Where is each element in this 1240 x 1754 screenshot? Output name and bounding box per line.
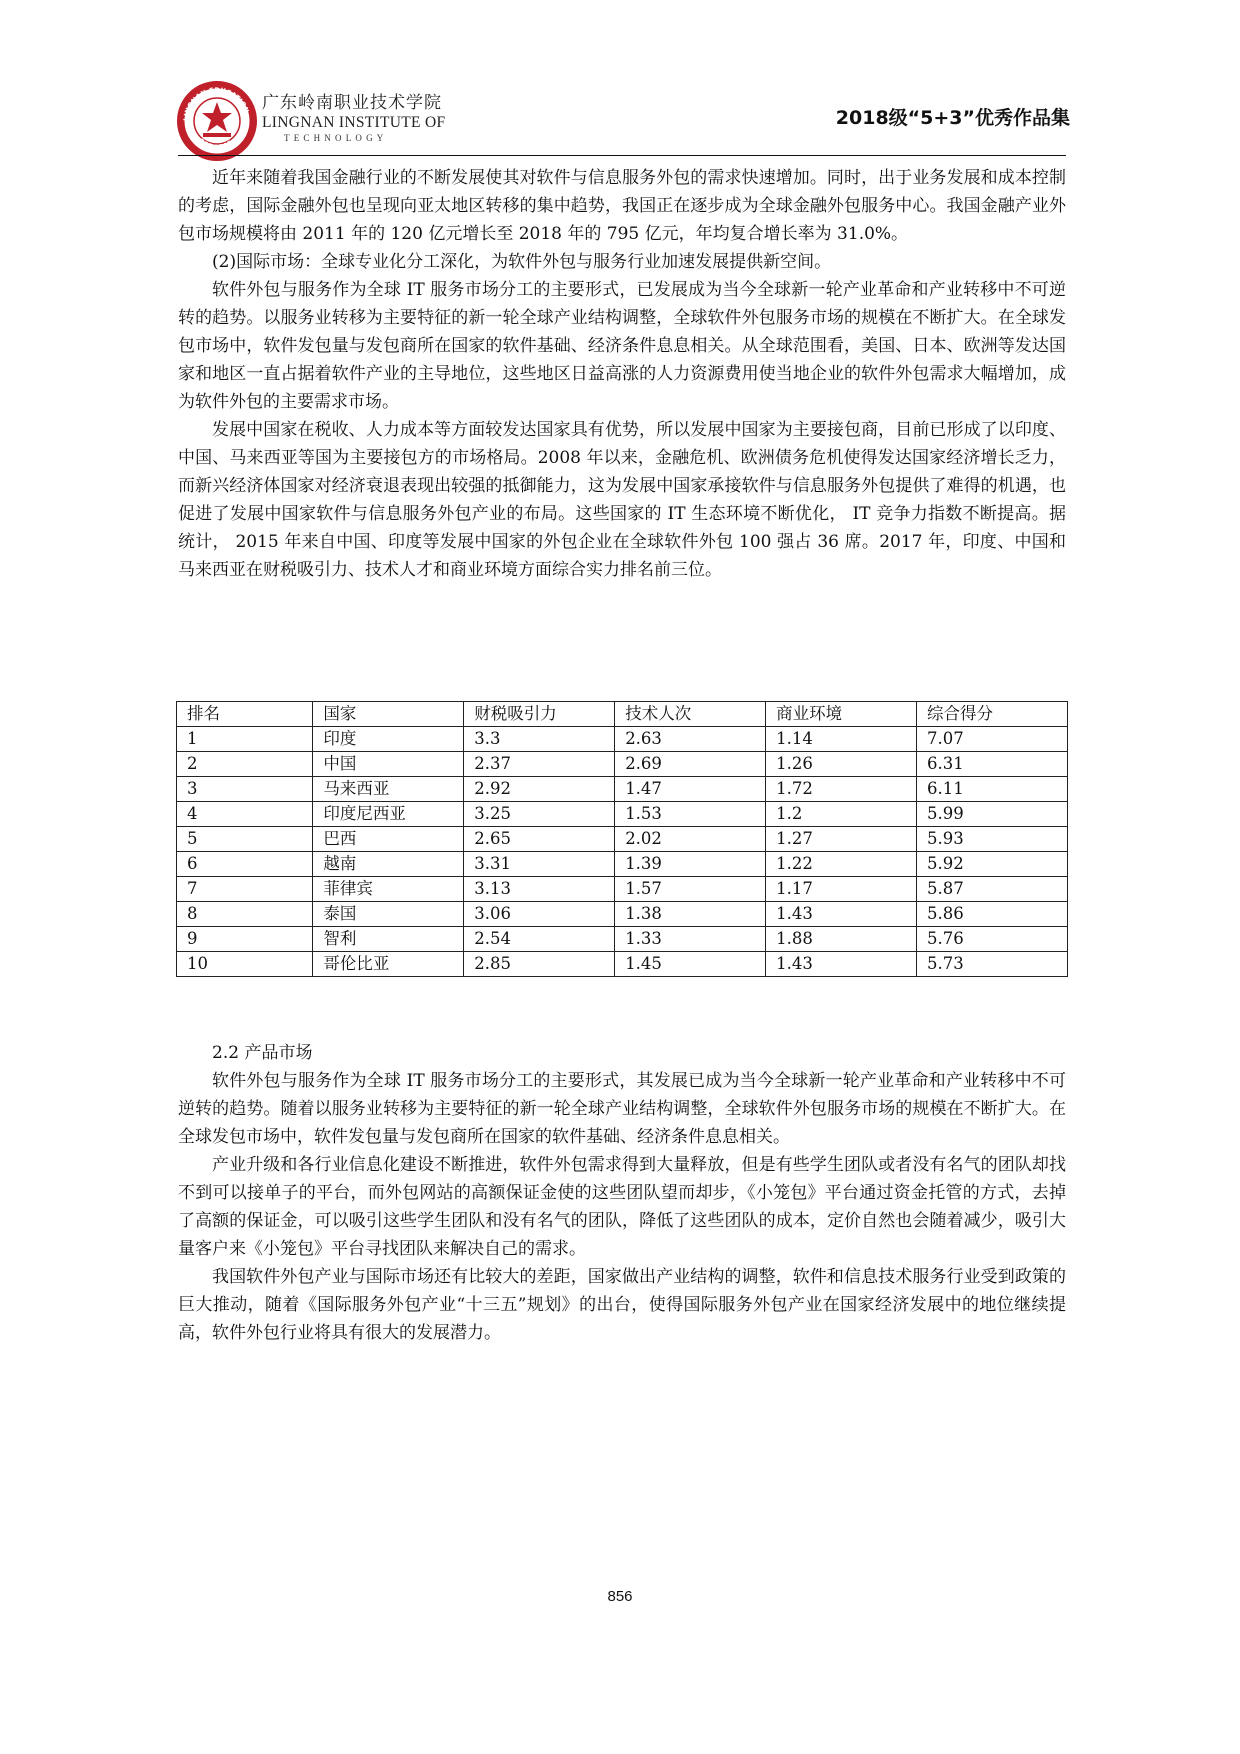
table-cell: 1.53 [615, 802, 766, 827]
school-name-en-line1: LINGNAN INSTITUTE OF [262, 114, 446, 131]
table-cell: 1.2 [766, 802, 917, 827]
table-row [177, 802, 1068, 827]
paragraph: 产业升级和各行业信息化建设不断推进，软件外包需求得到大量释放，但是有些学生团队或者没有名气的团队却找不到可以接单子的平台，而外包网站的高额保证金使的这些团队望而却步，《小笼包》平台通过资金托管的方式，去掉了高额的保证金，可以吸引这些学生团队和没有名气的团队，降低了这些团队的成本，定价自然也会随着减少，吸引大量客户来《小笼包》平台寻找团队来解决自己的需求。 [178, 1155, 1066, 1259]
collection-title: 2018级“5+3”优秀作品集 [835, 107, 1070, 129]
table-cell: 哥伦比亚 [313, 952, 464, 977]
table-row [177, 752, 1068, 777]
table-cell: 7.07 [917, 727, 1068, 752]
table-cell: 3.06 [464, 902, 615, 927]
header-divider [178, 155, 1066, 156]
table-cell: 1.57 [615, 877, 766, 902]
table-cell: 8 [177, 902, 313, 927]
table-cell: 2.54 [464, 927, 615, 952]
body-text-bottom [178, 1039, 1066, 1347]
table-cell: 1.38 [615, 902, 766, 927]
table-cell: 5.76 [917, 927, 1068, 952]
column-header: 综合得分 [917, 702, 1068, 727]
table-cell: 1 [177, 727, 313, 752]
table-cell: 5.92 [917, 852, 1068, 877]
table-row [177, 952, 1068, 977]
table-row [177, 852, 1068, 877]
table-cell: 印度 [313, 727, 464, 752]
table-cell: 印度尼西亚 [313, 802, 464, 827]
table-cell: 5.93 [917, 827, 1068, 852]
table-cell: 5.87 [917, 877, 1068, 902]
table-cell: 泰国 [313, 902, 464, 927]
column-header: 财税吸引力 [464, 702, 615, 727]
table-cell: 中国 [313, 752, 464, 777]
table-row [177, 902, 1068, 927]
table-row [177, 927, 1068, 952]
table-cell: 2.02 [615, 827, 766, 852]
table-cell: 7 [177, 877, 313, 902]
table-cell: 马来西亚 [313, 777, 464, 802]
table-cell: 1.27 [766, 827, 917, 852]
table-cell: 菲律宾 [313, 877, 464, 902]
table-cell: 1.33 [615, 927, 766, 952]
table-cell: 6.31 [917, 752, 1068, 777]
table-cell: 5.99 [917, 802, 1068, 827]
table-cell: 越南 [313, 852, 464, 877]
paragraph: (2)国际市场：全球专业化分工深化，为软件外包与服务行业加速发展提供新空间。 [212, 252, 832, 272]
table-header-row [177, 702, 1068, 727]
table-cell: 2.65 [464, 827, 615, 852]
table-cell: 1.47 [615, 777, 766, 802]
paragraph: 软件外包与服务作为全球 IT 服务市场分工的主要形式，已发展成为当今全球新一轮产业革命和产业转移中不可逆转的趋势。以服务业转移为主要特征的新一轮全球产业结构调整，全球软件外包服务市场的规模在不断扩大。在全球发包市场中，软件发包量与发包商所在国家的软件基础、经济条件息息相关。从全球范围看，美国、日本、欧洲等发达国家和地区一直占据着软件产业的主导地位，这些地区日益高涨的人力资源费用使当地企业的软件外包需求大幅增加，成为软件外包的主要需求市场。 [178, 280, 1066, 412]
table-cell: 1.88 [766, 927, 917, 952]
paragraph: 发展中国家在税收、人力成本等方面较发达国家具有优势，所以发展中国家为主要接包商，目前已形成了以印度、中国、马来西亚等国为主要接包方的市场格局。2008 年以来，金融危机、欧洲债务危机使得发达国家经济增长乏力，而新兴经济体国家对经济衰退表现出较强的抵御能力，这为发展中国家承接软件与信息服务外包提供了难得的机遇，也促进了发展中国家软件与信息服务外包产业的布局。这些国家的 IT 生态环境不断优化， IT 竞争力指数不断提高。据统计， 2015 年来自中国、印度等发展中国家的外包企业在全球软件外包 100 强占 36 席。2017 年，印度、中国和马来西亚在财税吸引力、技术人才和商业环境方面综合实力排名前三位。 [178, 420, 1066, 580]
section-heading: 2.2 产品市场 [212, 1043, 313, 1063]
table-cell: 巴西 [313, 827, 464, 852]
table-cell: 智利 [313, 927, 464, 952]
table-cell: 1.14 [766, 727, 917, 752]
paragraph: 我国软件外包产业与国际市场还有比较大的差距，国家做出产业结构的调整，软件和信息技术服务行业受到政策的巨大推动，随着《国际服务外包产业“十三五”规划》的出台，使得国际服务外包产业在国家经济发展中的地位继续提高，软件外包行业将具有很大的发展潜力。 [178, 1267, 1066, 1343]
table-row [177, 777, 1068, 802]
table-cell: 1.39 [615, 852, 766, 877]
paragraph: 软件外包与服务作为全球 IT 服务市场分工的主要形式，其发展已成为当今全球新一轮产业革命和产业转移中不可逆转的趋势。随着以服务业转移为主要特征的新一轮全球产业结构调整，全球软件外包服务市场的规模在不断扩大。在全球发包市场中，软件发包量与发包商所在国家的软件基础、经济条件息息相关。 [178, 1071, 1066, 1147]
school-seal-logo [176, 80, 258, 162]
table-cell: 2.37 [464, 752, 615, 777]
table-cell: 2.63 [615, 727, 766, 752]
column-header: 商业环境 [766, 702, 917, 727]
paragraph: 近年来随着我国金融行业的不断发展使其对软件与信息服务外包的需求快速增加。同时，出于业务发展和成本控制的考虑，国际金融外包也呈现向亚太地区转移的集中趋势，我国正在逐步成为全球金融外包服务中心。我国金融产业外包市场规模将由 2011 年的 120 亿元增长至 2018 年的 795 亿元，年均复合增长率为 31.0%。 [178, 168, 1066, 244]
table-cell: 5.86 [917, 902, 1068, 927]
table-cell: 1.43 [766, 952, 917, 977]
table-cell: 2.85 [464, 952, 615, 977]
table-cell: 1.72 [766, 777, 917, 802]
country-ranking-table [176, 701, 1068, 977]
table-cell: 1.17 [766, 877, 917, 902]
table-cell: 3.25 [464, 802, 615, 827]
table-row [177, 727, 1068, 752]
table-row [177, 827, 1068, 852]
table-row [177, 877, 1068, 902]
table-cell: 6.11 [917, 777, 1068, 802]
table-cell: 1.26 [766, 752, 917, 777]
table-cell: 1.22 [766, 852, 917, 877]
column-header: 技术人次 [615, 702, 766, 727]
table-cell: 5.73 [917, 952, 1068, 977]
body-text-top [178, 164, 1066, 584]
table-cell: 1.45 [615, 952, 766, 977]
table-cell: 3.31 [464, 852, 615, 877]
school-name-en-line2: TECHNOLOGY [284, 133, 388, 143]
page-number: 856 [607, 1588, 633, 1605]
column-header: 国家 [313, 702, 464, 727]
school-name-cn: 广东岭南职业技术学院 [262, 93, 442, 113]
svg-text:EST.1993 [197, 137, 234, 151]
table-cell: 3.3 [464, 727, 615, 752]
table-cell: 6 [177, 852, 313, 877]
table-cell: 9 [177, 927, 313, 952]
table-cell: 4 [177, 802, 313, 827]
table-cell: 2.92 [464, 777, 615, 802]
table-cell: 1.43 [766, 902, 917, 927]
table-cell: 2.69 [615, 752, 766, 777]
table-cell: 2 [177, 752, 313, 777]
seal-ring-text-top: LINGNAN EDUCATION [181, 85, 251, 122]
column-header: 排名 [177, 702, 313, 727]
table-cell: 5 [177, 827, 313, 852]
table-cell: 3 [177, 777, 313, 802]
school-name-block [262, 88, 445, 143]
page-header [0, 0, 1240, 160]
table-cell: 3.13 [464, 877, 615, 902]
seal-ring-text-bottom: EST.1993 [197, 137, 235, 152]
table-cell: 10 [177, 952, 313, 977]
